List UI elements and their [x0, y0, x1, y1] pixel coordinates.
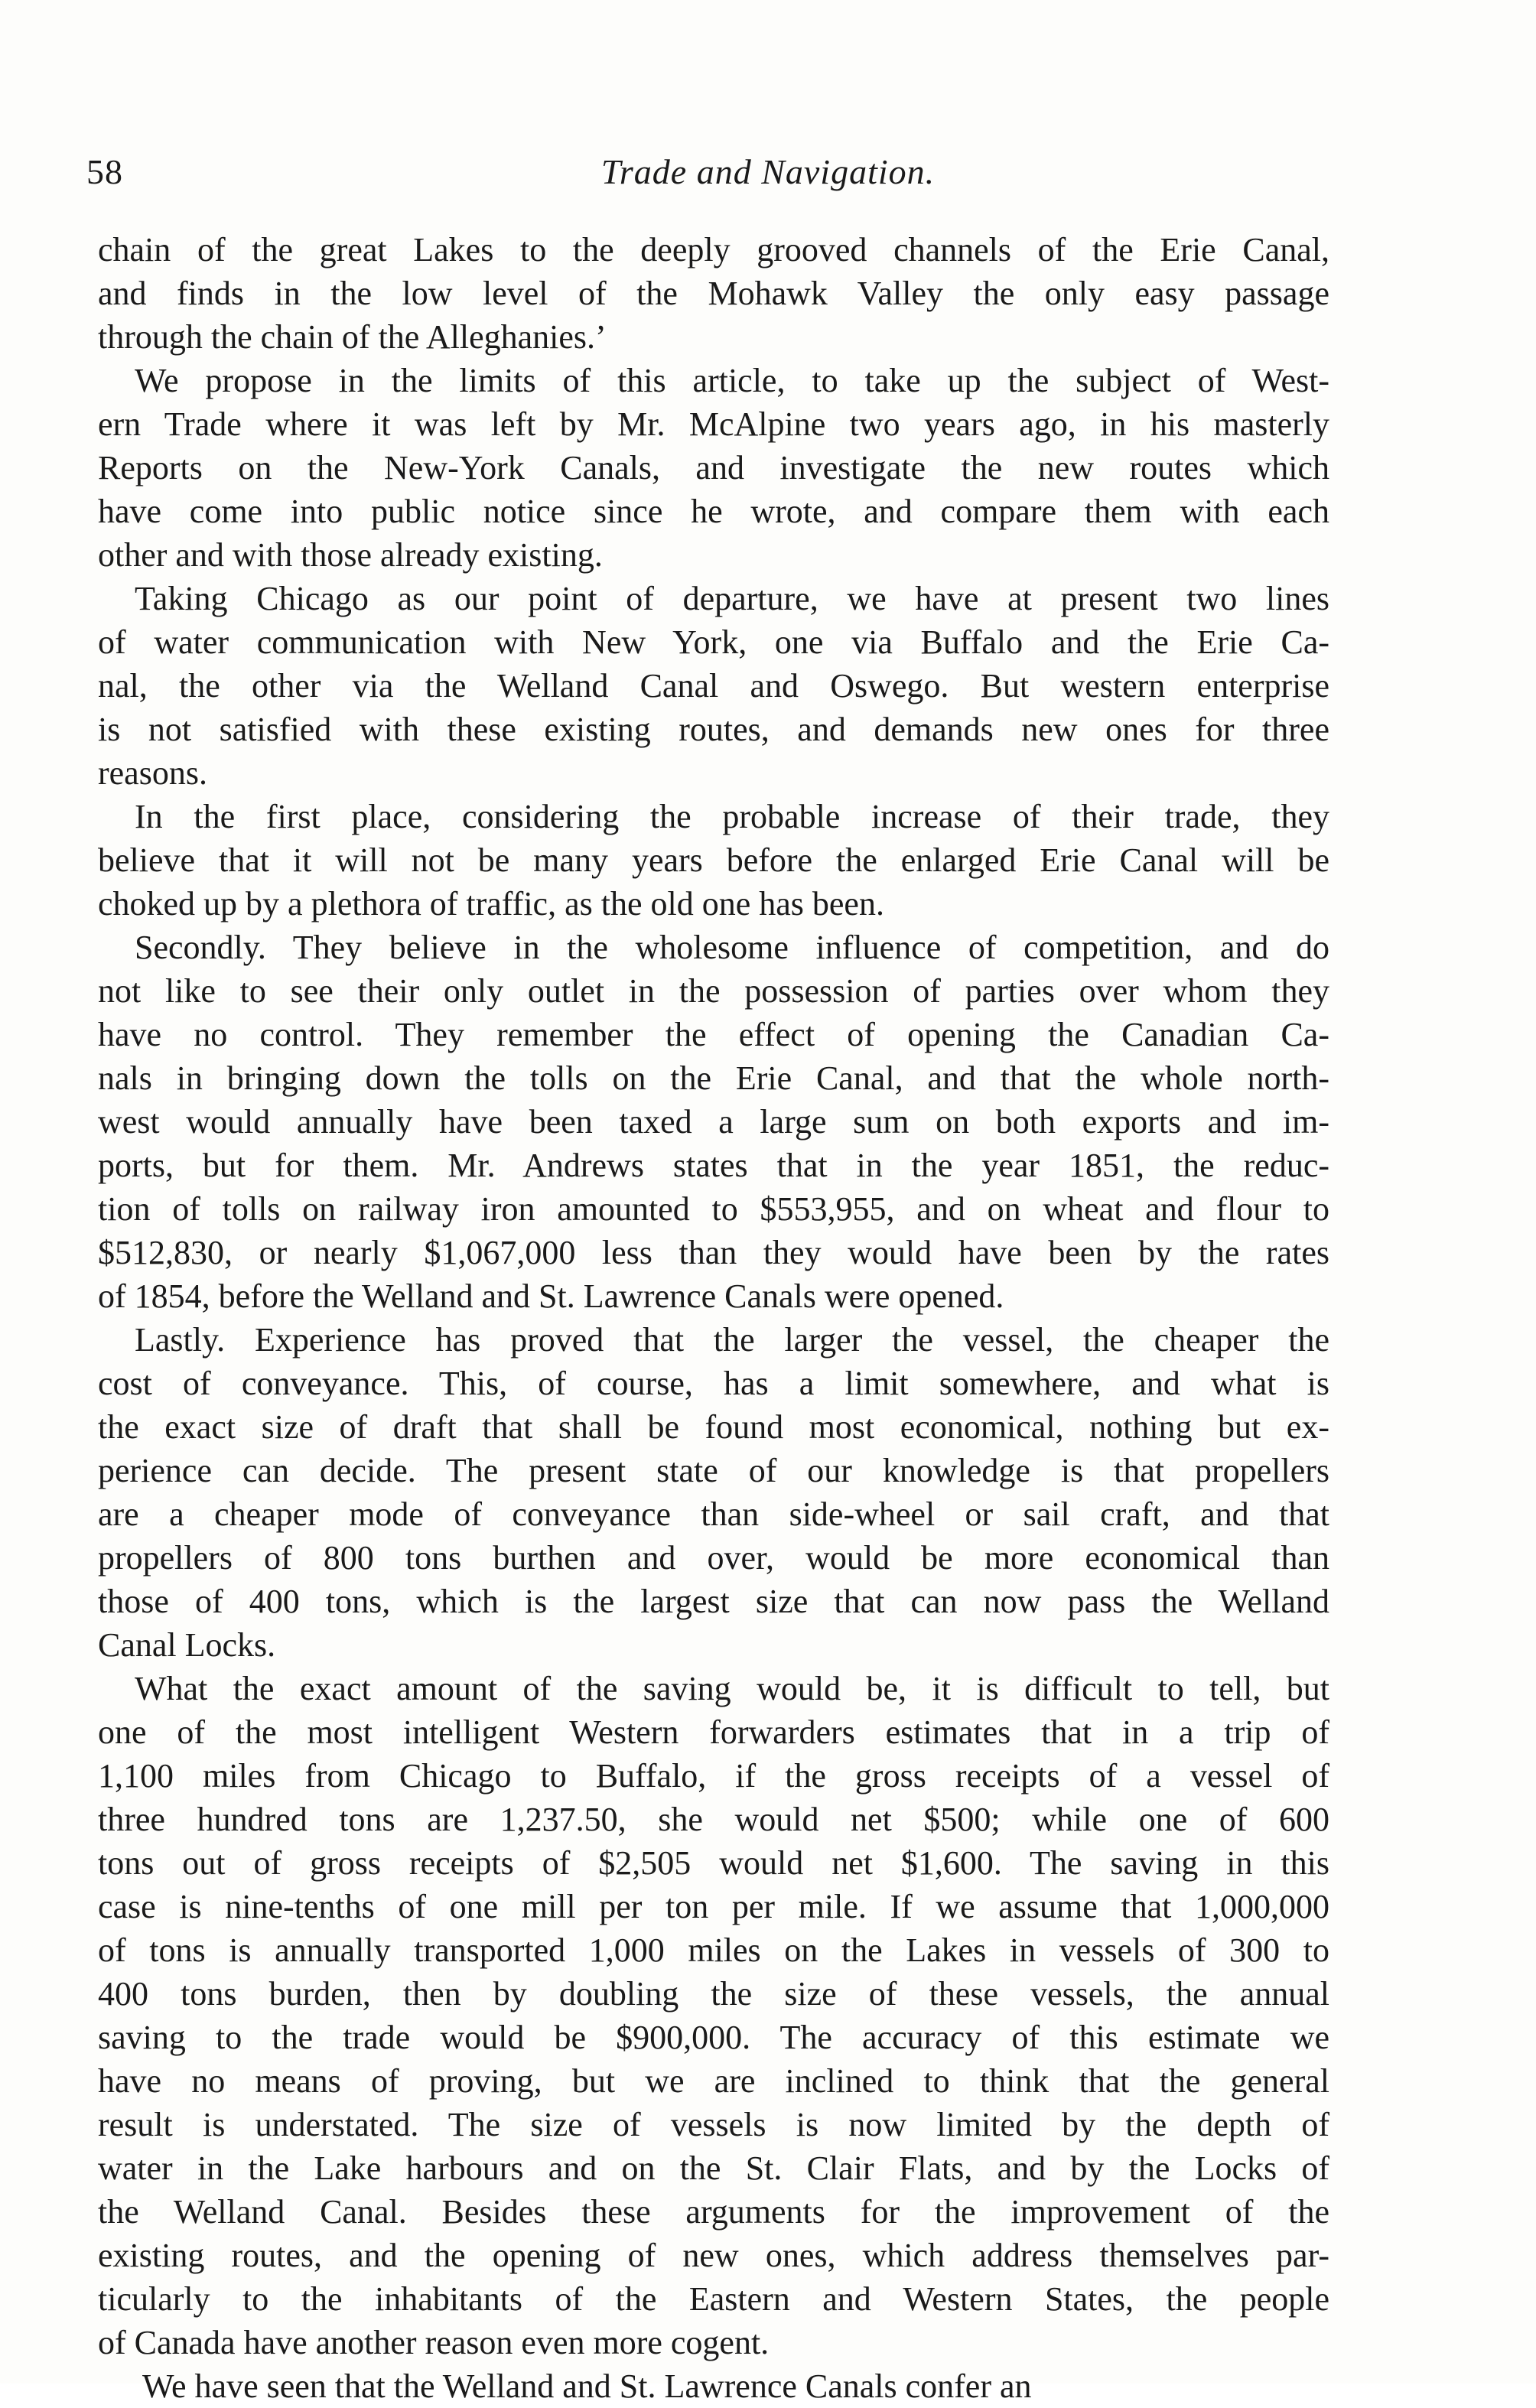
text-line: We propose in the limits of this article, to take up the subject of West- — [135, 362, 1329, 399]
text-line: water in the Lake harbours and on the St. Clair Flats, and by the Locks of — [98, 2149, 1329, 2187]
text-line: choked up by a plethora of traffic, as the old one has been. — [98, 885, 884, 923]
text-line: and finds in the low level of the Mohawk Valley the only easy passage — [98, 275, 1329, 312]
text-line: have no control. They remember the effect of opening the Canadian Ca- — [98, 1016, 1329, 1053]
page-header — [0, 149, 1536, 195]
running-title: Trade and Navigation. — [600, 152, 936, 191]
text-line: Canal Locks. — [98, 1626, 276, 1664]
text-line: nal, the other via the Welland Canal and Oswego. But western enterprise — [98, 667, 1329, 705]
text-line: reasons. — [98, 754, 207, 792]
text-line: is not satisfied with these existing routes, and demands new ones for three — [98, 711, 1329, 748]
text-line: three hundred tons are 1,237.50, she would net $500; while one of 600 — [98, 1801, 1329, 1838]
text-line: result is understated. The size of vessels is now limited by the depth of — [98, 2106, 1329, 2143]
text-line: ticularly to the inhabitants of the Eastern and Western States, the people — [98, 2280, 1329, 2318]
text-line: Reports on the New-York Canals, and investigate the new routes which — [98, 449, 1329, 486]
text-line: perience can decide. The present state of our knowledge is that propellers — [98, 1452, 1329, 1489]
text-line: $512,830, or nearly $1,067,000 less than they would have been by the rates — [98, 1234, 1329, 1271]
text-line: tion of tolls on railway iron amounted to $553,955, and on wheat and flour to — [98, 1190, 1329, 1228]
text-line: through the chain of the Alleghanies.’ — [98, 318, 607, 356]
text-line: saving to the trade would be $900,000. The accuracy of this estimate we — [98, 2019, 1329, 2056]
text-line: of tons is annually transported 1,000 miles on the Lakes in vessels of 300 to — [98, 1931, 1329, 1969]
text-line: Secondly. They believe in the wholesome influence of competition, and do — [135, 929, 1329, 966]
text-line: existing routes, and the opening of new ones, which address themselves par- — [98, 2237, 1329, 2274]
text-line: nals in bringing down the tolls on the Erie Canal, and that the whole north- — [98, 1059, 1329, 1097]
text-line: have no means of proving, but we are inclined to think that the general — [98, 2062, 1329, 2100]
text-line: west would annually have been taxed a large sum on both exports and im- — [98, 1103, 1329, 1141]
text-line: other and with those already existing. — [98, 536, 603, 574]
text-line: have come into public notice since he wrote, and compare them with each — [98, 493, 1329, 530]
text-line: 400 tons burden, then by doubling the size of these vessels, the annual — [98, 1975, 1329, 2013]
text-line: ern Trade where it was left by Mr. McAlpine two years ago, in his masterly — [98, 405, 1329, 443]
text-line: case is nine-tenths of one mill per ton per mile. If we assume that 1,000,000 — [98, 1888, 1329, 1925]
text-line: chain of the great Lakes to the deeply grooved channels of the Erie Canal, — [98, 231, 1329, 268]
text-line: propellers of 800 tons burthen and over, would be more economical than — [98, 1539, 1329, 1577]
text-line: those of 400 tons, which is the largest size that can now pass the Welland — [98, 1583, 1329, 1620]
page-number: 58 — [86, 152, 123, 191]
text-line: Lastly. Experience has proved that the larger the vessel, the cheaper the — [135, 1321, 1329, 1359]
text-line: of water communication with New York, one via Buffalo and the Erie Ca- — [98, 623, 1329, 661]
text-line: cost of conveyance. This, of course, has a limit somewhere, and what is — [98, 1365, 1329, 1402]
text-line: What the exact amount of the saving would be, it is difficult to tell, but — [135, 1670, 1329, 1707]
text-line: We have seen that the Welland and St. Lawrence Canals confer an — [142, 2367, 1032, 2405]
text-line: tons out of gross receipts of $2,505 would net $1,600. The saving in this — [98, 1844, 1329, 1882]
text-line: the exact size of draft that shall be found most economical, nothing but ex- — [98, 1408, 1329, 1446]
body-text — [98, 228, 1329, 2408]
text-line: the Welland Canal. Besides these arguments for the improvement of the — [98, 2193, 1329, 2231]
text-line: 1,100 miles from Chicago to Buffalo, if the gross receipts of a vessel of — [98, 1757, 1329, 1795]
text-line: not like to see their only outlet in the possession of parties over whom they — [98, 972, 1329, 1010]
text-line: believe that it will not be many years before the enlarged Erie Canal will be — [98, 841, 1329, 879]
text-line: are a cheaper mode of conveyance than side-wheel or sail craft, and that — [98, 1495, 1329, 1533]
text-line: Taking Chicago as our point of departure, we have at present two lines — [135, 580, 1329, 617]
text-line: In the first place, considering the probable increase of their trade, they — [135, 798, 1329, 835]
text-line: ports, but for them. Mr. Andrews states that in the year 1851, the reduc- — [98, 1147, 1329, 1184]
text-line: of Canada have another reason even more cogent. — [98, 2324, 770, 2361]
text-line: one of the most intelligent Western forwarders estimates that in a trip of — [98, 1713, 1329, 1751]
text-line: of 1854, before the Welland and St. Lawrence Canals were opened. — [98, 1277, 1004, 1315]
